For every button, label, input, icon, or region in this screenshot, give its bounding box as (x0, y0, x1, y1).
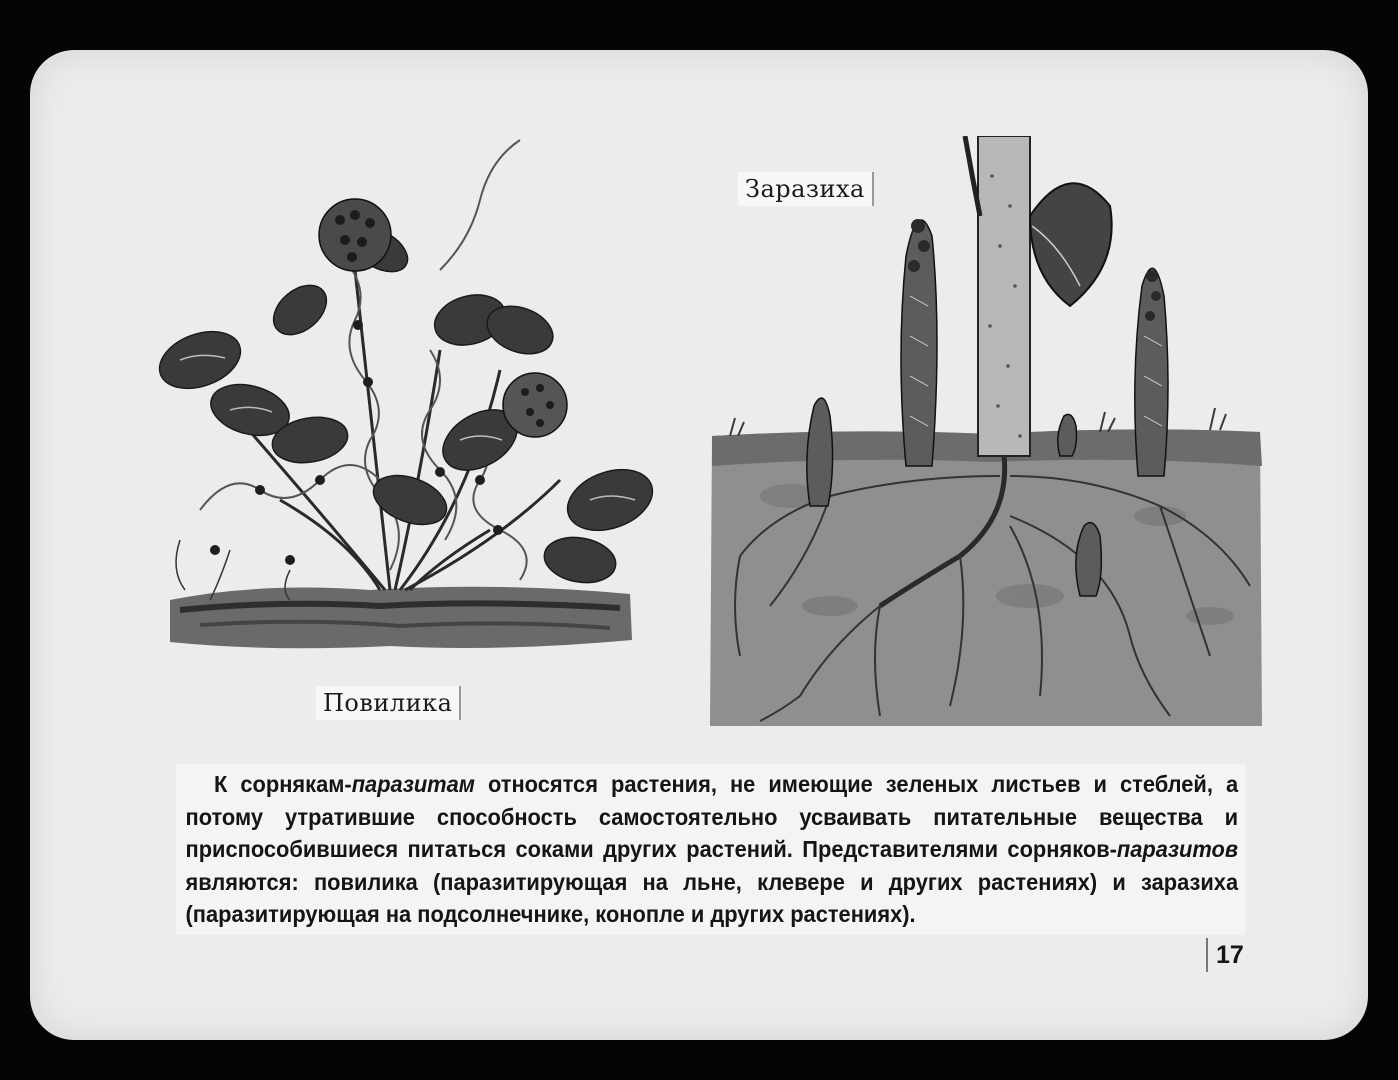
broomrape-illustration (710, 136, 1270, 736)
text-part-2: относятся растения, не имеющие зеленых листьев и стеблей, а потому утратившие способность самостоятельно усваивать питательные вещества и приспособившиеся питаться соками других растений. Представителями сорняков- (185, 771, 1239, 862)
caption-zarazikha: Заразиха (738, 172, 874, 206)
caption-povilika: Повилика (316, 686, 461, 720)
text-italic-1: паразитам (351, 771, 475, 797)
text-part-3: являются: повилика (паразитирующая на льне, клевере и других растениях) и заразиха (паразитирующая на подсолнечнике, конопле и других растениях). (185, 868, 1239, 927)
filmstrip-slide (30, 50, 1368, 1040)
page-number: 17 (1206, 938, 1244, 972)
clover-dodder-illustration (140, 120, 660, 660)
description-text (176, 764, 1246, 935)
text-part-1: К сорнякам- (214, 771, 352, 797)
text-italic-2: паразитов (1116, 836, 1239, 862)
